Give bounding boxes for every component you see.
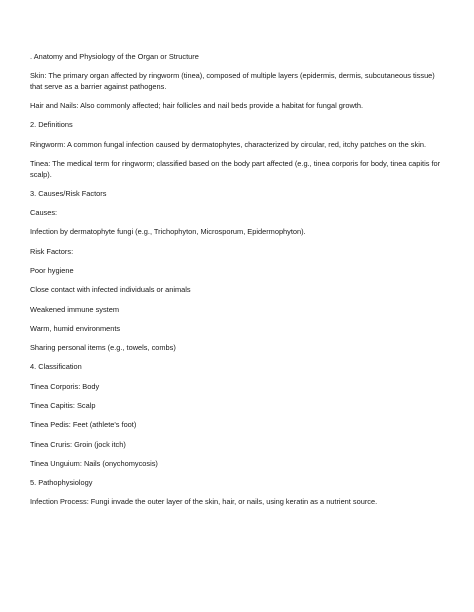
paragraph-cause-fungi: Infection by dermatophyte fungi (e.g., Trichophyton, Microsporum, Epidermophyton).: [30, 227, 306, 237]
paragraph-infection-process: Infection Process: Fungi invade the outer layer of the skin, hair, or nails, using keratin as a nutrient source.: [30, 497, 378, 507]
list-item: Poor hygiene: [30, 266, 74, 275]
paragraph-tinea-definition: Tinea: The medical term for ringworm; classified based on the body part affected (e.g., tinea corporis for body, tinea capitis for scalp).: [30, 159, 441, 179]
list-item: Weakened immune system: [30, 304, 119, 314]
section-heading-causes: 3. Causes/Risk Factors: [30, 188, 107, 198]
label-causes: Causes:: [30, 208, 58, 218]
list-item: Tinea Cruris: Groin (jock itch): [30, 439, 126, 449]
list-item: Tinea Pedis: Feet (athlete's foot): [30, 420, 137, 430]
list-item: Warm, humid environments: [30, 323, 121, 333]
section-heading-classification: 4. Classification: [30, 362, 82, 372]
list-item: Tinea Unguium: Nails (onychomycosis): [30, 458, 158, 468]
list-item: Sharing personal items (e.g., towels, combs): [30, 343, 176, 353]
section-heading-pathophysiology: 5. Pathophysiology: [30, 478, 93, 488]
paragraph-hair-nails: Hair and Nails: Also commonly affected; hair follicles and nail beds provide a habitat for fungal growth.: [30, 101, 364, 111]
list-item: Close contact with infected individuals or animals: [30, 285, 191, 295]
section-heading-definitions: 2. Definitions: [30, 120, 73, 130]
list-item: Tinea Corporis: Body: [30, 381, 100, 391]
section-heading-anatomy: . Anatomy and Physiology of the Organ or Structure: [30, 52, 199, 61]
label-risk-factors: Risk Factors:: [30, 246, 74, 256]
document-body: [30, 52, 448, 517]
paragraph-skin: Skin: The primary organ affected by ringworm (tinea), composed of multiple layers (epidermis, dermis, subcutaneous tissue) that serve as a barrier against pathogens.: [30, 71, 435, 91]
paragraph-ringworm-definition: Ringworm: A common fungal infection caused by dermatophytes, characterized by circular, red, itchy patches on the skin.: [30, 139, 427, 149]
list-item: Tinea Capitis: Scalp: [30, 400, 96, 410]
